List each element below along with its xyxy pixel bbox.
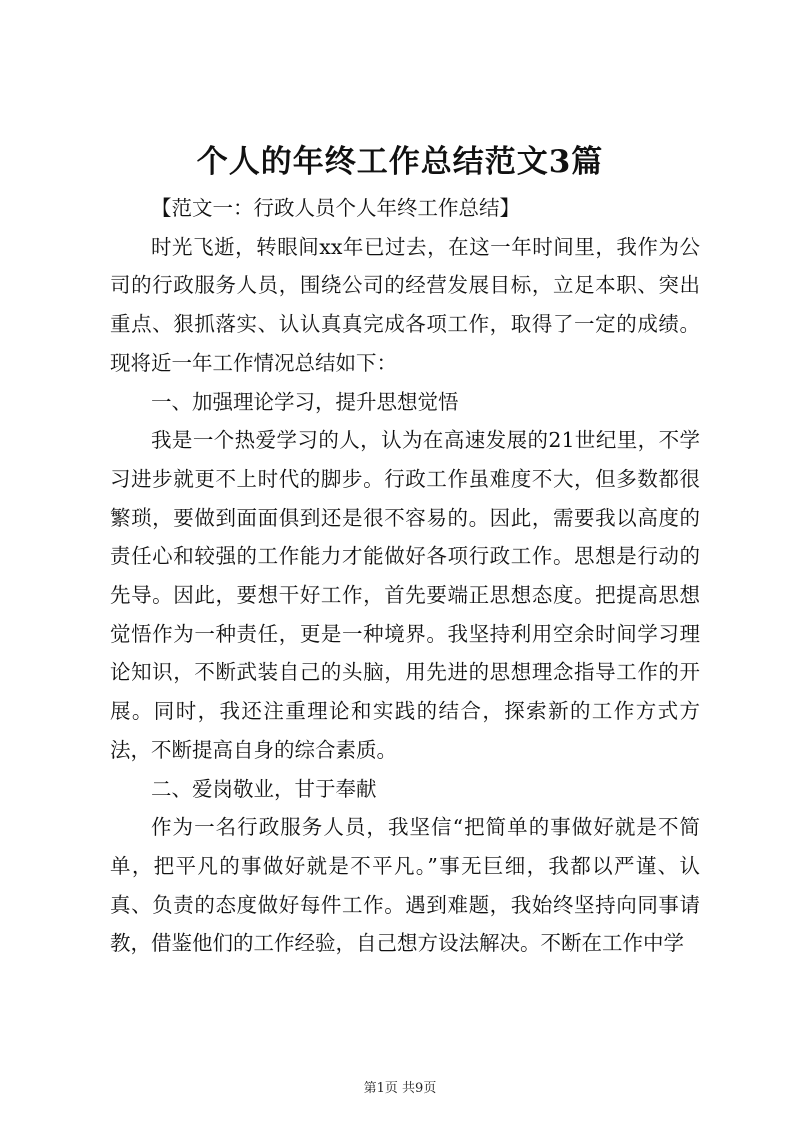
document-title: 个人的年终工作总结范文3篇 [196, 144, 604, 180]
paragraph-theory-study: 我是一个热爱学习的人，认为在高速发展的21世纪里，不学习进步就更不上时代的脚步。行政工作虽难度不大，但多数都很繁琐，要做到面面俱到还是很不容易的。因此，需要我以高度的责任心和较强的工作能力才能做好各项行政工作。思想是行动的先导。因此，要想干好工作，首先要端正思想态度。把提高思想觉悟作为一种责任，更是一种境界。我坚持利用空余时间学习理论知识，不断武装自己的头脑，用先进的思想理念指导工作的开展。同时，我还注重理论和实践的结合，探索新的工作方式方法，不断提高自身的综合素质。 [110, 428, 700, 762]
document-body [110, 189, 700, 963]
subheading-dedication: 二、爱岗敬业，甘于奉献 [151, 776, 377, 801]
section-heading-sample-one: 【范文一：行政人员个人年终工作总结】 [151, 196, 520, 220]
intro-paragraph: 时光飞逝，转眼间xx年已过去，在这一年时间里，我作为公司的行政服务人员，围绕公司的经营发展目标，立足本职、突出重点、狠抓落实、认认真真完成各项工作，取得了一定的成绩。现将近一年工作情况总结如下： [110, 234, 700, 375]
page-number-footer: 第1页 共9页 [363, 1081, 437, 1096]
subheading-theory-study: 一、加强理论学习，提升思想觉悟 [151, 389, 459, 414]
paragraph-dedication: 作为一名行政服务人员，我坚信“把简单的事做好就是不简单，把平凡的事做好就是不平凡。”事无巨细，我都以严谨、认真、负责的态度做好每件工作。遇到难题，我始终坚持向同事请教，借鉴他们的工作经验，自己想方设法解决。不断在工作中学 [110, 815, 700, 956]
